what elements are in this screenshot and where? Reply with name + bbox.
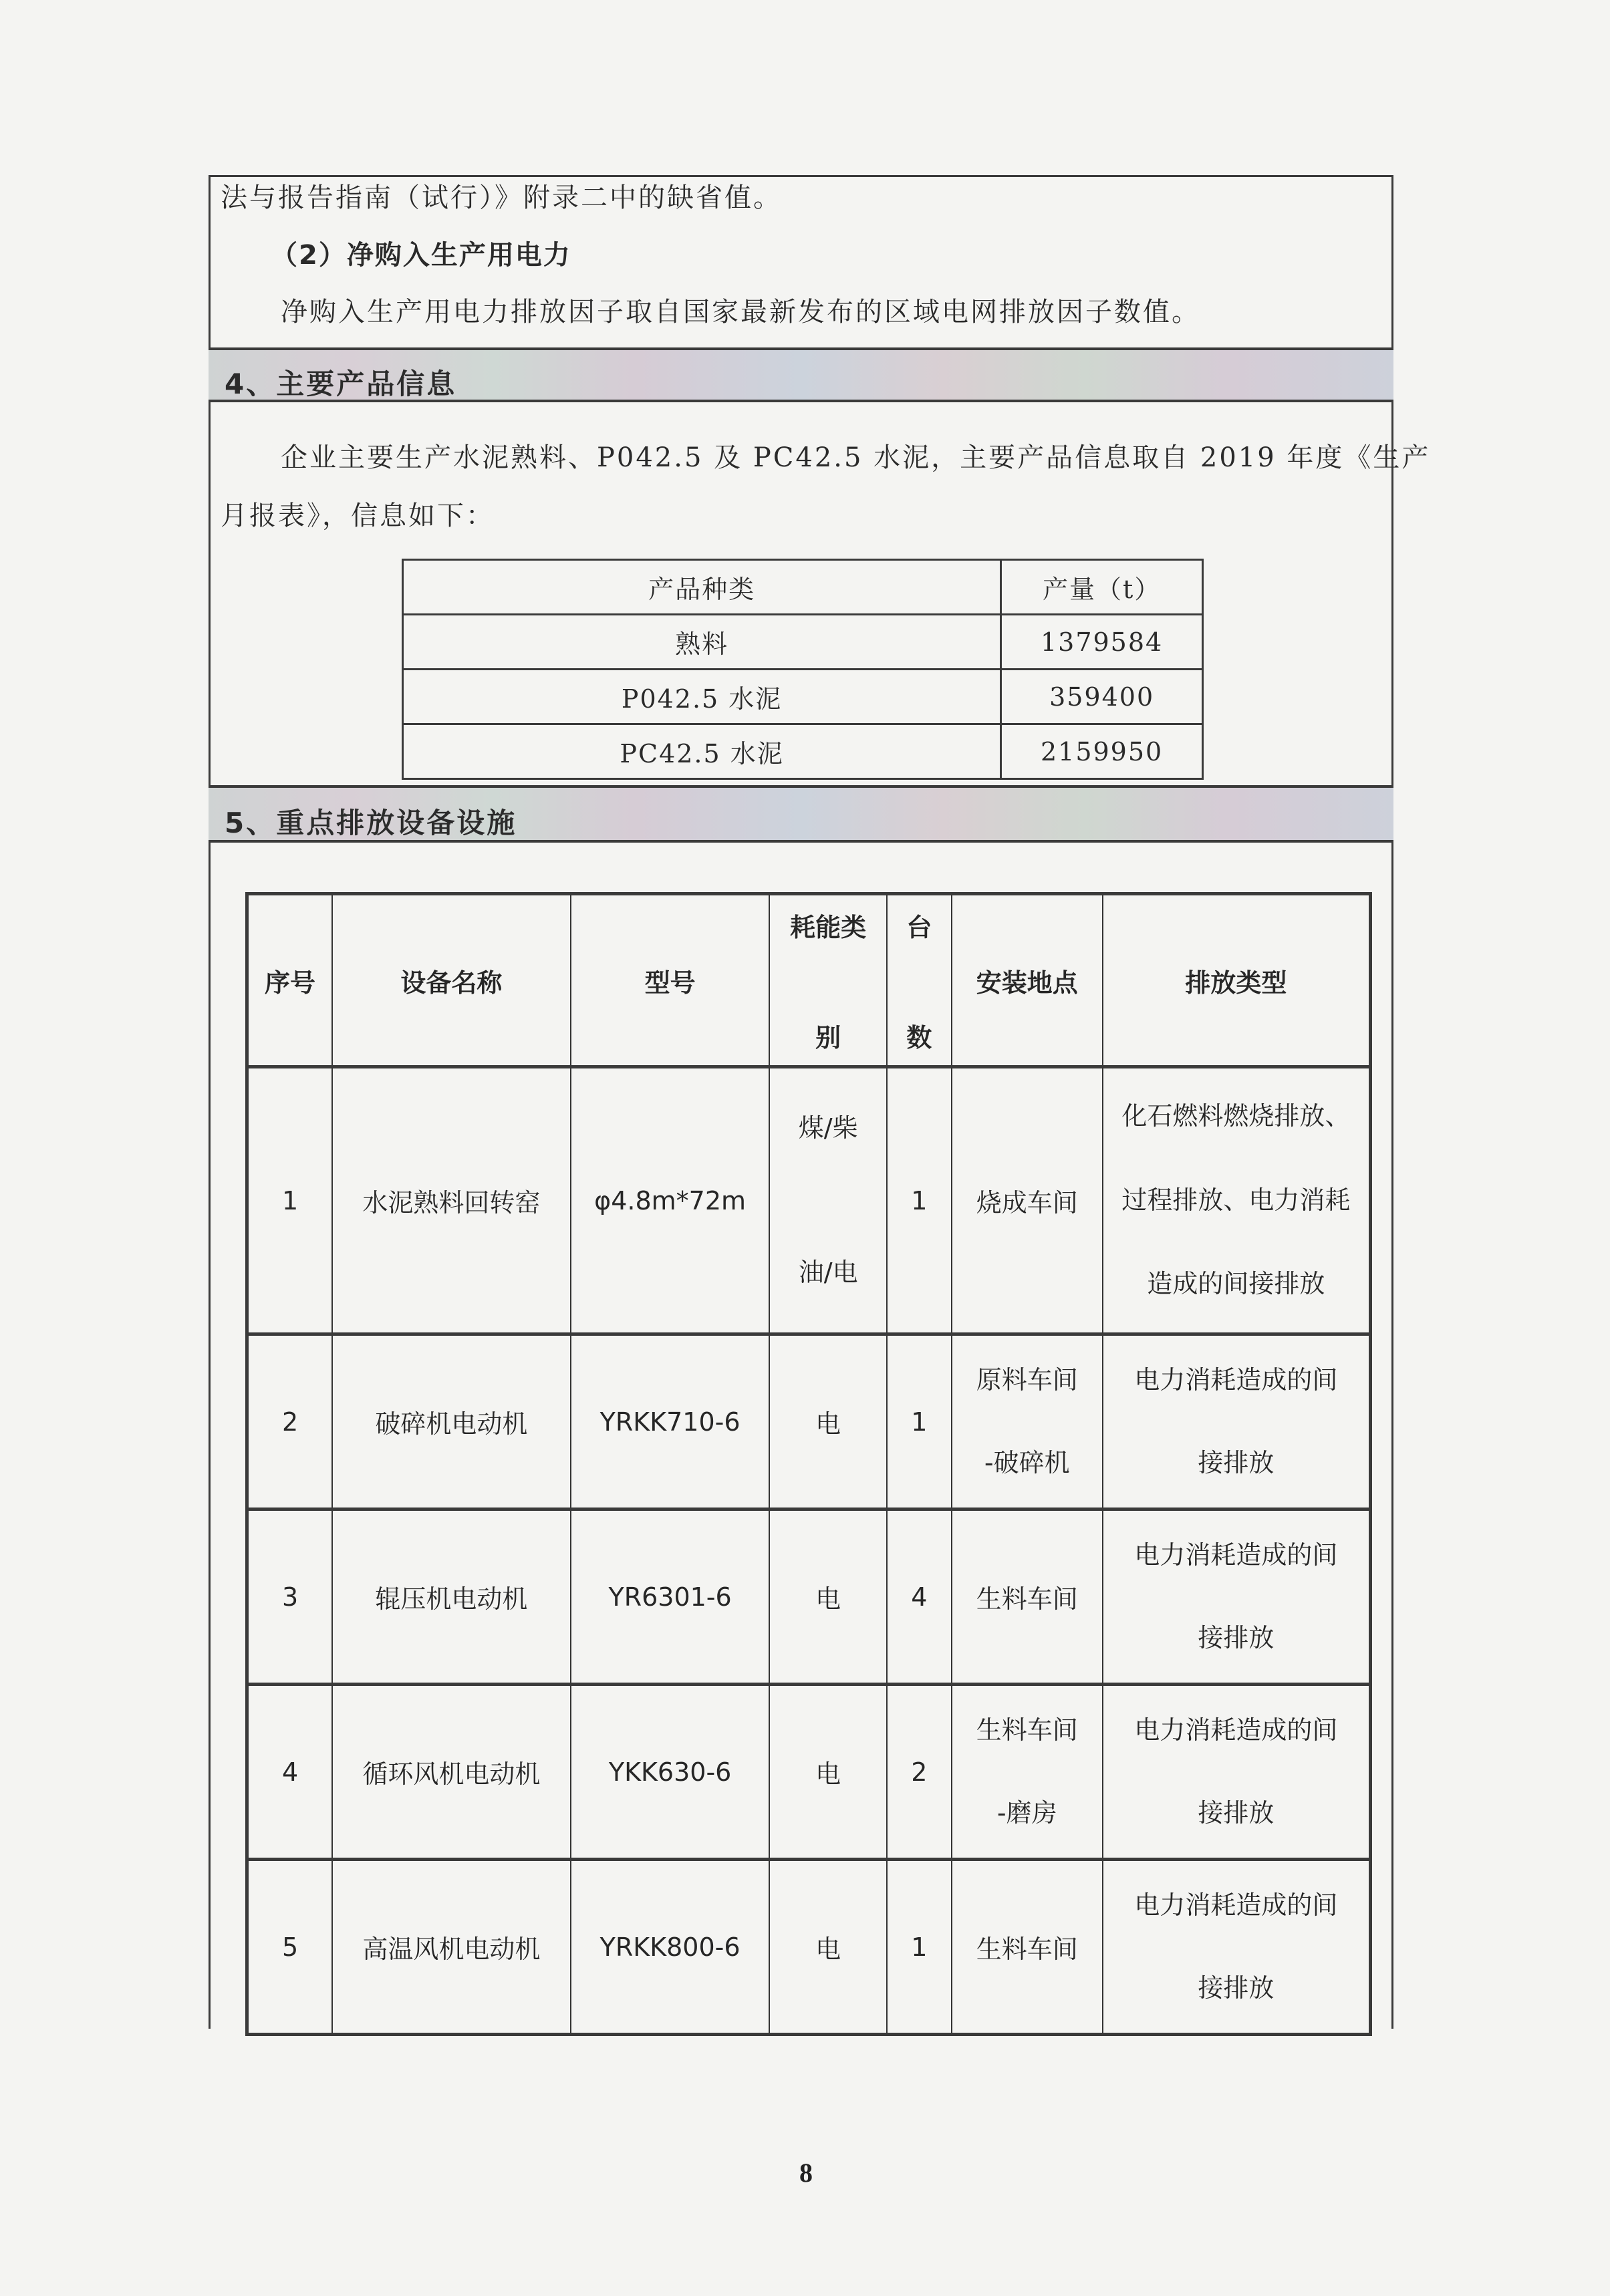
product-output: 359400 xyxy=(1001,670,1203,724)
equipment-energy-type: 电 xyxy=(769,1334,886,1510)
product-name: P042.5 水泥 xyxy=(403,670,1001,724)
product-table xyxy=(402,559,1204,780)
equipment-model: YR6301-6 xyxy=(571,1510,770,1685)
section4-intro-line1: 企业主要生产水泥熟料、P042.5 及 PC42.5 水泥，主要产品信息取自 2019 年度《生产 xyxy=(281,442,1431,473)
equipment-no: 3 xyxy=(247,1510,333,1685)
equipment-energy-type: 电 xyxy=(769,1860,886,2035)
equipment-count: 2 xyxy=(887,1685,952,1860)
emission-line: 过程排放、电力消耗 xyxy=(1121,1185,1351,1215)
equipment-model: YRKK800-6 xyxy=(571,1860,770,2035)
section4-header xyxy=(209,347,1393,402)
table-row xyxy=(247,1685,1371,1860)
equipment-name: 高温风机电动机 xyxy=(332,1860,571,2035)
location-line: 原料车间 xyxy=(976,1365,1078,1395)
table-row xyxy=(247,1067,1371,1334)
equipment-energy-type: 电 xyxy=(769,1685,886,1860)
emission-line: 造成的间接排放 xyxy=(1147,1269,1325,1299)
location-line: 生料车间 xyxy=(976,1715,1078,1745)
product-output: 2159950 xyxy=(1001,724,1203,779)
product-name: PC42.5 水泥 xyxy=(403,724,1001,779)
emission-line: 接排放 xyxy=(1198,1798,1274,1828)
emission-line: 电力消耗造成的间 xyxy=(1134,1890,1338,1920)
section4-intro-line2: 月报表》，信息如下： xyxy=(221,500,495,531)
equipment-count: 1 xyxy=(887,1067,952,1334)
section5-header xyxy=(209,785,1393,843)
table-row xyxy=(247,1860,1371,2035)
equipment-model: φ4.8m*72m xyxy=(571,1067,770,1334)
emission-line: 接排放 xyxy=(1198,1622,1274,1653)
page-number: 8 xyxy=(799,2158,813,2188)
header-energy-type xyxy=(769,894,886,1067)
emission-line: 电力消耗造成的间 xyxy=(1134,1715,1338,1745)
equipment-emission-type xyxy=(1103,1860,1371,2035)
equipment-model: YKK630-6 xyxy=(571,1685,770,1860)
equipment-emission-type xyxy=(1103,1067,1371,1334)
energy-type-line: 煤/柴 xyxy=(798,1113,858,1143)
equipment-table-header xyxy=(247,894,1371,1067)
location-line: -磨房 xyxy=(996,1798,1057,1828)
equipment-location: 生料车间 xyxy=(952,1860,1103,2035)
header-model: 型号 xyxy=(571,894,770,1067)
table-row xyxy=(403,670,1203,724)
equipment-location xyxy=(952,1685,1103,1860)
header-equipment-name: 设备名称 xyxy=(332,894,571,1067)
equipment-name: 循环风机电动机 xyxy=(332,1685,571,1860)
product-output: 1379584 xyxy=(1001,615,1203,670)
equipment-location xyxy=(952,1334,1103,1510)
header-count xyxy=(887,894,952,1067)
equipment-no: 5 xyxy=(247,1860,333,2035)
section5-title: 5、重点排放设备设施 xyxy=(225,807,517,839)
location-line: -破碎机 xyxy=(984,1447,1070,1477)
energy-type-line: 油/电 xyxy=(798,1257,858,1287)
emission-line: 接排放 xyxy=(1198,1973,1274,2003)
equipment-no: 2 xyxy=(247,1334,333,1510)
equipment-energy-type: 电 xyxy=(769,1510,886,1685)
equipment-table xyxy=(245,892,1372,2036)
equipment-count: 4 xyxy=(887,1510,952,1685)
emission-line: 电力消耗造成的间 xyxy=(1134,1365,1338,1395)
header-energy-type-line1: 耗能类 xyxy=(790,913,867,942)
equipment-location: 烧成车间 xyxy=(952,1067,1103,1334)
table-row xyxy=(247,1510,1371,1685)
header-count-line1: 台 xyxy=(906,913,932,942)
emission-line: 接排放 xyxy=(1198,1447,1274,1477)
equipment-location: 生料车间 xyxy=(952,1510,1103,1685)
equipment-emission-type xyxy=(1103,1510,1371,1685)
section3-tail-line: 法与报告指南（试行）》附录二中的缺省值。 xyxy=(221,182,782,213)
header-no: 序号 xyxy=(247,894,333,1067)
section4-title: 4、主要产品信息 xyxy=(225,368,457,400)
equipment-energy-type xyxy=(769,1067,886,1334)
subheading-net-electricity: （2）净购入生产用电力 xyxy=(271,240,571,271)
equipment-no: 4 xyxy=(247,1685,333,1860)
equipment-no: 1 xyxy=(247,1067,333,1334)
equipment-name: 破碎机电动机 xyxy=(332,1334,571,1510)
header-count-line2: 数 xyxy=(906,1023,932,1052)
equipment-emission-type xyxy=(1103,1334,1371,1510)
emission-line: 化石燃料燃烧排放、 xyxy=(1121,1101,1351,1131)
table-row xyxy=(403,615,1203,670)
emission-line: 电力消耗造成的间 xyxy=(1134,1540,1338,1570)
table-row xyxy=(403,724,1203,779)
header-product-type: 产品种类 xyxy=(403,560,1001,615)
table-row xyxy=(247,1334,1371,1510)
equipment-emission-type xyxy=(1103,1685,1371,1860)
header-location: 安装地点 xyxy=(952,894,1103,1067)
product-table-header xyxy=(403,560,1203,615)
equipment-name: 辊压机电动机 xyxy=(332,1510,571,1685)
equipment-count: 1 xyxy=(887,1860,952,2035)
header-output: 产量（t） xyxy=(1001,560,1203,615)
header-emission-type: 排放类型 xyxy=(1103,894,1371,1067)
equipment-count: 1 xyxy=(887,1334,952,1510)
net-electricity-paragraph: 净购入生产用电力排放因子取自国家最新发布的区域电网排放因子数值。 xyxy=(281,297,1200,327)
equipment-name: 水泥熟料回转窑 xyxy=(332,1067,571,1334)
product-name: 熟料 xyxy=(403,615,1001,670)
header-energy-type-line2: 别 xyxy=(815,1023,841,1052)
equipment-model: YRKK710-6 xyxy=(571,1334,770,1510)
